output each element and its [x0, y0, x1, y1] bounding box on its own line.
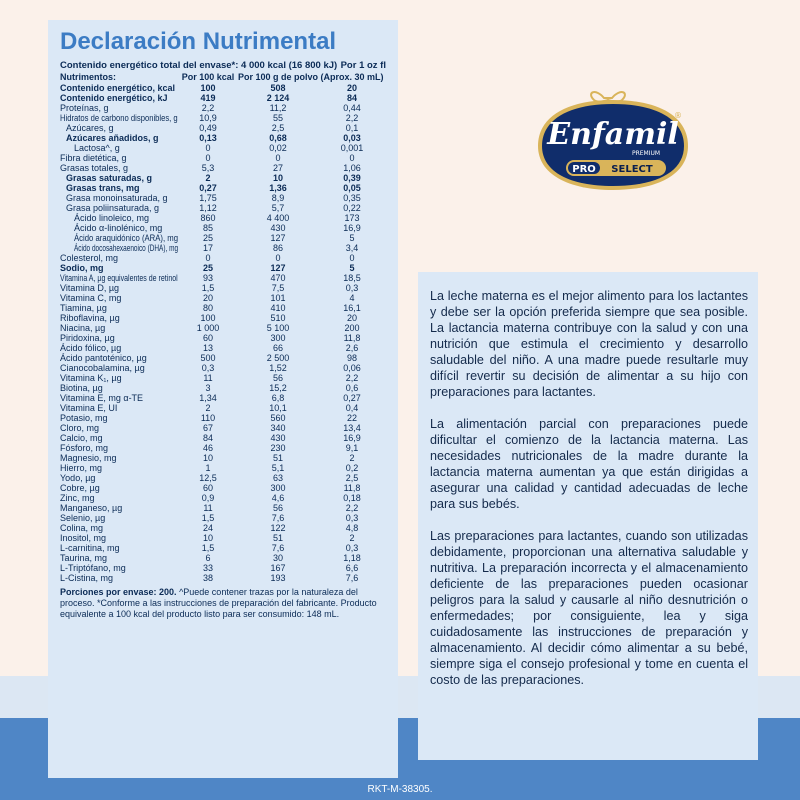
- value-per-floz: 22: [346, 413, 357, 423]
- info-paragraph-2: La alimentación parcial con preparaciones puede dificultar el comienzo de la lactancia materna. Las necesidades nutricionales de la madre durante la lactancia materna aumentan ya que están dirigidas a asegurar una calidad y cantidad adecuadas de leche para sus bebés.: [430, 417, 748, 511]
- value-per-100g: 8,9: [271, 193, 285, 203]
- value-per-floz: 2,6: [345, 343, 359, 353]
- value-per-100kcal: 80: [202, 303, 213, 313]
- nutrient-name: Sodio, mg: [60, 263, 104, 273]
- header-per-100g: Por 100 g de polvo: [238, 72, 318, 82]
- table-row: [60, 453, 386, 463]
- value-per-floz: 2,5: [345, 473, 359, 483]
- nutrient-name-text: Vitamina A, µg equivalentes de retinol: [60, 273, 178, 283]
- value-per-100g: 10: [272, 173, 283, 183]
- table-row: [60, 263, 386, 273]
- value-per-100g: 63: [272, 473, 283, 483]
- value-per-100kcal: 1,75: [199, 193, 217, 203]
- table-row: [60, 83, 386, 93]
- nutrient-name: Niacina, µg: [60, 323, 106, 333]
- value-per-floz: 11,8: [343, 333, 361, 343]
- nutrient-name: Vitamina K₁, µg: [60, 373, 122, 383]
- value-per-100g: 101: [270, 293, 286, 303]
- nutrient-name: Proteínas, g: [60, 103, 109, 113]
- table-row: [60, 133, 386, 143]
- nutrition-footnote: [60, 587, 386, 620]
- value-per-100g: 0,02: [269, 143, 287, 153]
- value-per-100g: 15,2: [269, 383, 287, 393]
- value-per-100kcal: 1,5: [201, 283, 215, 293]
- table-row: [60, 493, 386, 503]
- nutrient-name: Magnesio, mg: [60, 453, 117, 463]
- value-per-100kcal: 0,9: [201, 493, 215, 503]
- enfamil-logo-graphic: [528, 86, 698, 196]
- value-per-100kcal: 1,34: [199, 393, 217, 403]
- value-per-100g: 560: [270, 413, 286, 423]
- table-row: [60, 573, 386, 583]
- value-per-floz: 1,18: [343, 553, 361, 563]
- value-per-100kcal: 60: [202, 333, 213, 343]
- nutrient-name: Inositol, mg: [60, 533, 107, 543]
- reference-code: RKT-M-38305.: [367, 784, 433, 795]
- value-per-100kcal: 2,2: [201, 103, 215, 113]
- value-per-100kcal: 24: [202, 523, 213, 533]
- table-row: [60, 283, 386, 293]
- table-row: [60, 523, 386, 533]
- value-per-floz: 0,001: [340, 143, 364, 153]
- value-per-100g: 340: [270, 423, 286, 433]
- value-per-100kcal: 3: [205, 383, 211, 393]
- value-per-100kcal: 1,5: [201, 513, 215, 523]
- value-per-100g: 51: [272, 533, 283, 543]
- table-row: [60, 103, 386, 113]
- nutrition-title: Declaración Nutrimental: [60, 28, 337, 55]
- value-per-100kcal: 1: [205, 463, 211, 473]
- value-per-100g: 2 124: [266, 93, 290, 103]
- table-row: [60, 223, 386, 233]
- value-per-100kcal: 0: [205, 143, 211, 153]
- table-row: [60, 373, 386, 383]
- value-per-100kcal: 110: [200, 413, 216, 423]
- value-per-floz: 2: [349, 453, 355, 463]
- value-per-100g: 230: [270, 443, 286, 453]
- nutrient-name: Colina, mg: [60, 523, 104, 533]
- value-per-100g: 508: [270, 83, 286, 93]
- nutrient-name: Vitamina C, mg: [60, 293, 122, 303]
- nutrient-name: L-Triptófano, mg: [60, 563, 126, 573]
- value-per-100g: 300: [270, 483, 286, 493]
- value-per-100kcal: 100: [200, 83, 216, 93]
- nutrient-name: Ácido linoleico, mg: [74, 213, 150, 223]
- value-per-floz: 0: [349, 153, 355, 163]
- breastfeeding-info-box: [418, 272, 758, 760]
- logo-premium-text: PREMIUM: [631, 150, 661, 157]
- value-per-floz: 4,8: [345, 523, 359, 533]
- value-per-100g: 122: [270, 523, 286, 533]
- table-row: [60, 323, 386, 333]
- table-row: [60, 113, 386, 123]
- table-row: [60, 243, 386, 253]
- value-per-100kcal: 0: [205, 253, 211, 263]
- value-per-100kcal: 11: [203, 503, 213, 513]
- value-per-100kcal: 0,49: [199, 123, 217, 133]
- value-per-100g: 127: [270, 233, 286, 243]
- value-per-floz: 0,4: [345, 403, 359, 413]
- value-per-floz: 2,2: [345, 503, 359, 513]
- table-row: [60, 313, 386, 323]
- table-row: [60, 513, 386, 523]
- value-per-100g: 193: [270, 573, 286, 583]
- nutrient-name: Taurina, mg: [60, 553, 108, 563]
- value-per-100kcal: 60: [202, 483, 213, 493]
- nutrition-table-body: [60, 71, 386, 583]
- value-per-100g: 56: [272, 373, 283, 383]
- nutrient-name: L-carnitina, mg: [60, 543, 120, 553]
- value-per-100g: 6,8: [271, 393, 285, 403]
- value-per-100g: 7,6: [271, 543, 285, 553]
- value-per-100g: 10,1: [269, 403, 287, 413]
- nutrient-name: L-Cistina, mg: [60, 573, 114, 583]
- table-row: [60, 413, 386, 423]
- table-row: [60, 503, 386, 513]
- energy-total-text: Contenido energético total del envase*: 4 000 kcal (16 800 kJ): [60, 60, 338, 71]
- table-row: [60, 163, 386, 173]
- value-per-100g: 55: [272, 113, 283, 123]
- value-per-100kcal: 1,5: [201, 543, 215, 553]
- value-per-100g: 127: [270, 263, 286, 273]
- value-per-floz: 98: [346, 353, 357, 363]
- value-per-floz: 2: [349, 533, 355, 543]
- table-row: [60, 183, 386, 193]
- value-per-100g: 4 400: [266, 213, 290, 223]
- info-paragraph-1: La leche materna es el mejor alimento para los lactantes y debe ser la opción preferida siempre que sea posible. La lactancia materna contribuye con la salud y con una nutrición que estimula el crecimiento y desarrollo saludable del niño. A una madre puede resultarle muy difícil revertir su decisión de alimentar a su hijo con preparaciones para lactantes.: [430, 289, 748, 399]
- nutrient-name: Grasa poliinsaturada, g: [66, 203, 160, 213]
- value-per-floz: 0,3: [345, 543, 359, 553]
- nutrient-name: Ácido α-linolénico, mg: [74, 223, 163, 233]
- logo-brand-text: Enfamil: [547, 117, 679, 152]
- table-row: [60, 433, 386, 443]
- value-per-floz: 1,06: [343, 163, 361, 173]
- value-per-100g: 7,5: [271, 283, 285, 293]
- value-per-floz: 0,27: [343, 393, 361, 403]
- value-per-floz: 3,4: [345, 243, 359, 253]
- table-row: [60, 363, 386, 373]
- value-per-100g: 0: [275, 253, 281, 263]
- servings-per-container: Porciones por envase: 200.: [60, 587, 177, 597]
- value-per-100g: 430: [270, 433, 286, 443]
- value-per-floz: 16,1: [343, 303, 361, 313]
- nutrient-name: Cloro, mg: [60, 423, 100, 433]
- logo-registered-mark: ®: [674, 111, 682, 120]
- value-per-100g: 1,36: [269, 183, 287, 193]
- nutrient-name: [60, 113, 178, 123]
- value-per-100kcal: 93: [202, 273, 213, 283]
- value-per-floz: 0,3: [345, 283, 359, 293]
- table-row: [60, 403, 386, 413]
- value-per-floz: 173: [344, 213, 360, 223]
- value-per-floz: 6,6: [345, 563, 359, 573]
- table-row: [60, 203, 386, 213]
- value-per-100g: 66: [272, 343, 283, 353]
- value-per-floz: 18,5: [343, 273, 361, 283]
- value-per-100kcal: 1 000: [196, 323, 220, 333]
- value-per-100g: 430: [270, 223, 286, 233]
- value-per-floz: 9,1: [345, 443, 359, 453]
- nutrient-name: [60, 233, 178, 243]
- nutrient-name: Cianocobalamina, µg: [60, 363, 145, 373]
- nutrient-name: Calcio, mg: [60, 433, 103, 443]
- enfamil-logo: [528, 86, 698, 196]
- value-per-floz: 20: [346, 313, 357, 323]
- table-row: [60, 463, 386, 473]
- value-per-100kcal: 10: [202, 533, 213, 543]
- table-header-row: [60, 71, 386, 83]
- value-per-100kcal: 1,12: [199, 203, 217, 213]
- value-per-100g: 0,68: [269, 133, 287, 143]
- table-row: [60, 153, 386, 163]
- nutrient-name: Grasas totales, g: [60, 163, 129, 173]
- logo-select-text: SELECT: [611, 164, 653, 175]
- per-fl-oz-label: Por 1 oz fl: [340, 60, 386, 71]
- table-row: [60, 543, 386, 553]
- nutrient-name: Riboflavina, µg: [60, 313, 120, 323]
- value-per-floz: 200: [344, 323, 360, 333]
- header-per-100kcal: Por 100 kcal: [181, 72, 235, 82]
- table-row: [60, 273, 386, 283]
- table-row: [60, 553, 386, 563]
- value-per-100g: 27: [272, 163, 283, 173]
- value-per-floz: 20: [346, 83, 357, 93]
- value-per-floz: 0,05: [343, 183, 361, 193]
- table-row: [60, 233, 386, 243]
- table-row: [60, 353, 386, 363]
- value-per-100kcal: 13: [202, 343, 213, 353]
- nutrient-name: Hierro, mg: [60, 463, 103, 473]
- nutrient-name: [60, 273, 178, 283]
- nutrient-name-text: Ácido docosahexaenoico (DHA), mg: [74, 243, 178, 253]
- value-per-100g: 7,6: [271, 513, 285, 523]
- value-per-100kcal: 33: [202, 563, 213, 573]
- nutrient-name: Grasa monoinsaturada, g: [66, 193, 168, 203]
- value-per-100g: 2,5: [271, 123, 285, 133]
- value-per-floz: 0,22: [343, 203, 361, 213]
- table-row: [60, 333, 386, 343]
- value-per-floz: 0,03: [343, 133, 361, 143]
- table-row: [60, 383, 386, 393]
- value-per-floz: 0,44: [343, 103, 361, 113]
- value-per-100g: 86: [272, 243, 283, 253]
- value-per-floz: 0,6: [345, 383, 359, 393]
- table-row: [60, 393, 386, 403]
- nutrient-name: Vitamina D, µg: [60, 283, 120, 293]
- value-per-100kcal: 25: [202, 263, 213, 273]
- value-per-floz: 0,3: [345, 513, 359, 523]
- value-per-floz: 0,18: [343, 493, 361, 503]
- value-per-floz: 0,39: [343, 173, 361, 183]
- value-per-floz: 2,2: [345, 373, 359, 383]
- value-per-100g: 470: [270, 273, 286, 283]
- nutrient-name: Manganeso, µg: [60, 503, 123, 513]
- value-per-100kcal: 84: [202, 433, 213, 443]
- value-per-floz: 2,2: [345, 113, 359, 123]
- nutrient-name: Contenido energético, kJ: [60, 93, 168, 103]
- value-per-100kcal: 5,3: [201, 163, 215, 173]
- value-per-100kcal: 0,13: [199, 133, 217, 143]
- value-per-100g: 11,2: [269, 103, 287, 113]
- nutrient-name: Grasas saturadas, g: [66, 173, 153, 183]
- value-per-100kcal: 38: [202, 573, 213, 583]
- value-per-100kcal: 25: [202, 233, 213, 243]
- value-per-100g: 300: [270, 333, 286, 343]
- nutrient-name: Fósforo, mg: [60, 443, 109, 453]
- value-per-100kcal: 500: [200, 353, 216, 363]
- value-per-100kcal: 12,5: [199, 473, 217, 483]
- value-per-100kcal: 2: [205, 403, 211, 413]
- value-per-floz: 84: [346, 93, 357, 103]
- value-per-100g: 2 500: [266, 353, 290, 363]
- table-row: [60, 473, 386, 483]
- value-per-100kcal: 0,27: [199, 183, 217, 193]
- value-per-100kcal: 10,9: [199, 113, 217, 123]
- value-per-100g: 56: [272, 503, 283, 513]
- nutrient-name: Colesterol, mg: [60, 253, 119, 263]
- table-row: [60, 443, 386, 453]
- value-per-100kcal: 67: [202, 423, 213, 433]
- logo-pro-text: PRO: [572, 164, 596, 175]
- footnote-text: ^Puede contener trazas por la naturaleza del proceso. *Conforme a las instrucciones de preparación del fabricante. Producto equivalente a 100 kcal del producto listo para ser consumido: 148 mL.: [60, 587, 377, 619]
- value-per-floz: 4: [349, 293, 355, 303]
- nutrition-panel: [48, 20, 398, 778]
- value-per-floz: 16,9: [343, 433, 361, 443]
- nutrient-name: Tiamina, µg: [60, 303, 107, 313]
- energy-total: [60, 60, 386, 71]
- value-per-100g: 51: [272, 453, 283, 463]
- table-row: [60, 143, 386, 153]
- value-per-floz: 0,2: [345, 463, 359, 473]
- nutrient-name: [60, 243, 178, 253]
- table-row: [60, 563, 386, 573]
- table-row: [60, 303, 386, 313]
- nutrient-name: Vitamina E, mg α-TE: [60, 393, 144, 403]
- table-row: [60, 343, 386, 353]
- value-per-floz: 0,06: [343, 363, 361, 373]
- nutrient-name-text: Hidratos de carbono disponibles, g: [60, 113, 178, 123]
- table-row: [60, 193, 386, 203]
- value-per-floz: 0: [349, 253, 355, 263]
- value-per-floz: 13,4: [343, 423, 361, 433]
- header-per-floz: (Aprox. 30 mL): [320, 72, 384, 82]
- table-row: [60, 93, 386, 103]
- value-per-100g: 510: [270, 313, 286, 323]
- nutrient-name: Piridoxina, µg: [60, 333, 115, 343]
- value-per-100kcal: 11: [203, 373, 213, 383]
- value-per-100g: 5,1: [271, 463, 285, 473]
- value-per-floz: 0,1: [345, 123, 359, 133]
- table-row: [60, 213, 386, 223]
- value-per-100kcal: 46: [202, 443, 213, 453]
- nutrient-name: Ácido fólico, µg: [60, 343, 122, 353]
- nutrient-name: Cobre, µg: [60, 483, 100, 493]
- value-per-100kcal: 17: [202, 243, 213, 253]
- value-per-floz: 16,9: [343, 223, 361, 233]
- nutrient-name: Contenido energético, kcal: [60, 83, 176, 93]
- value-per-100kcal: 860: [200, 213, 216, 223]
- value-per-floz: 0,35: [343, 193, 361, 203]
- nutrient-name: Grasas trans, mg: [66, 183, 140, 193]
- value-per-100kcal: 6: [205, 553, 211, 563]
- nutrient-name: Ácido pantoténico, µg: [60, 353, 147, 363]
- table-row: [60, 293, 386, 303]
- nutrient-name: Zinc, mg: [60, 493, 95, 503]
- table-row: [60, 173, 386, 183]
- nutrient-name: Lactosa^, g: [74, 143, 120, 153]
- value-per-100g: 1,52: [269, 363, 287, 373]
- nutrition-table: [60, 71, 386, 583]
- value-per-100g: 167: [270, 563, 286, 573]
- value-per-100g: 4,6: [271, 493, 285, 503]
- nutrient-name: Vitamina E, UI: [60, 403, 118, 413]
- value-per-100kcal: 85: [202, 223, 213, 233]
- value-per-100g: 0: [275, 153, 281, 163]
- nutrient-name: Azúcares añadidos, g: [66, 133, 159, 143]
- value-per-100g: 410: [270, 303, 286, 313]
- nutrient-name: Selenio, µg: [60, 513, 106, 523]
- value-per-100kcal: 419: [200, 93, 216, 103]
- info-paragraph-3: Las preparaciones para lactantes, cuando son utilizadas debidamente, proporcionan una alternativa saludable y nutritiva. La preparación incorrecta y el almacenamiento deficiente de las preparaciones pueden ocasionar peligros para la salud y causarle al niño desnutrición o enfermedades; por consiguiente, lea y siga cuidadosamente las instrucciones de preparación y almacenamiento. Al decidir cómo alimentar a su bebé, siempre siga el consejo profesional y tome en cuenta el costo de las preparaciones.: [430, 529, 748, 687]
- nutrient-name: Azúcares, g: [66, 123, 114, 133]
- value-per-100kcal: 0,3: [201, 363, 215, 373]
- value-per-floz: 7,6: [345, 573, 359, 583]
- value-per-floz: 5: [349, 233, 355, 243]
- value-per-100g: 30: [272, 553, 283, 563]
- nutrient-name-text: Ácido araquidónico (ARA), mg: [74, 233, 178, 243]
- table-row: [60, 533, 386, 543]
- value-per-100kcal: 0: [205, 153, 211, 163]
- header-nutrients: Nutrimentos:: [60, 72, 116, 82]
- table-row: [60, 483, 386, 493]
- value-per-100kcal: 10: [202, 453, 213, 463]
- value-per-100g: 5 100: [266, 323, 290, 333]
- nutrient-name: Biotina, µg: [60, 383, 103, 393]
- nutrient-name: Potasio, mg: [60, 413, 108, 423]
- value-per-100g: 5,7: [271, 203, 285, 213]
- value-per-floz: 5: [349, 263, 355, 273]
- table-row: [60, 123, 386, 133]
- table-row: [60, 423, 386, 433]
- value-per-100kcal: 2: [205, 173, 211, 183]
- value-per-floz: 11,8: [343, 483, 361, 493]
- value-per-100kcal: 20: [202, 293, 213, 303]
- nutrient-name: Yodo, µg: [60, 473, 96, 483]
- table-row: [60, 253, 386, 263]
- value-per-100kcal: 100: [200, 313, 216, 323]
- nutrient-name: Fibra dietética, g: [60, 153, 127, 163]
